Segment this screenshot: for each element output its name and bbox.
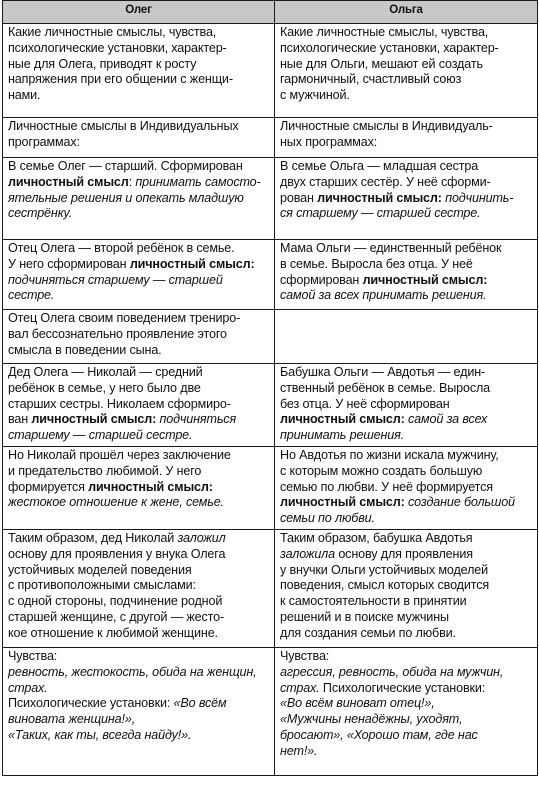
plain-text: Чувства: [280, 648, 330, 663]
text-line [280, 480, 534, 496]
cell-oleg [3, 364, 275, 447]
italic-text: «Во всём виноват отец!», [280, 696, 435, 711]
italic-text: самой за всех [404, 412, 488, 427]
text-line [8, 626, 271, 642]
table-row [3, 240, 538, 310]
text-line [280, 397, 534, 413]
cell-oleg [3, 529, 275, 647]
text-line [8, 175, 271, 191]
text-line [8, 547, 271, 563]
text-line [8, 712, 271, 728]
italic-text: «Во всём [173, 696, 227, 711]
bold-term: личностный смысл: [31, 412, 157, 427]
plain-text: для создания семьи по любви. [280, 625, 456, 640]
text-line [280, 175, 534, 191]
italic-text: старшему — старшей сестре. [8, 428, 193, 443]
text-line [280, 712, 534, 728]
cell-oleg [3, 647, 275, 775]
cell-oleg [3, 118, 275, 158]
italic-text: подчиняться старшему — старшей [8, 272, 223, 287]
text-line [280, 119, 534, 135]
table-row [3, 24, 538, 118]
plain-text: с мужчиной. [280, 88, 350, 103]
table-body [3, 24, 538, 776]
cell-oleg [3, 158, 275, 240]
plain-text: смысла в поведении сына. [8, 342, 162, 357]
plain-text: В семье Ольга — младшая сестра [280, 159, 479, 173]
text-line [280, 159, 534, 175]
italic-text: подчиняться [156, 412, 237, 427]
plain-text: Дед Олега — Николай — средний [8, 365, 203, 379]
plain-text: Какие личностные смыслы, чувства, [8, 25, 217, 39]
text-line [280, 257, 534, 273]
plain-text: программах: [8, 134, 80, 149]
text-line [8, 88, 271, 104]
text-line [8, 288, 271, 304]
text-line [8, 649, 271, 665]
cell-olga [275, 118, 538, 158]
header-oleg: Олег [3, 1, 275, 24]
plain-text: ственный ребёнок в семье. Выросла [280, 380, 491, 395]
plain-text: Какие личностные смыслы, чувства, [280, 25, 489, 39]
plain-text: ван [8, 412, 32, 427]
plain-text: сформирован [280, 272, 363, 287]
plain-text: психологические установки, характер- [280, 40, 499, 55]
text-line [8, 119, 271, 135]
cell-olga [275, 158, 538, 240]
text-line [280, 547, 534, 563]
text-line [280, 665, 534, 681]
text-line [8, 464, 271, 480]
text-line [280, 412, 534, 428]
italic-text: виновата женщина!», [8, 712, 136, 727]
text-line [8, 365, 271, 381]
text-line [280, 428, 534, 444]
table-row [3, 364, 538, 447]
text-line [280, 448, 534, 464]
plain-text: и предательство любимой. У него [8, 463, 202, 478]
text-line [8, 578, 271, 594]
plain-text: с которым можно создать большую [280, 463, 483, 478]
italic-text: подчинить- [441, 190, 514, 205]
cell-olga [275, 24, 538, 118]
plain-text: старшей женщине, с другой — жесто- [8, 609, 225, 624]
text-line [8, 273, 271, 289]
text-line [8, 594, 271, 610]
italic-text: самой за всех принимать решения. [280, 288, 487, 303]
text-line [8, 135, 271, 151]
italic-text: ревность, жестокость, обида на женщин, [8, 664, 257, 679]
italic-text: страх. [280, 680, 320, 695]
bold-term: личностный смысл: [88, 479, 213, 494]
plain-text: Но Авдотья по жизни искала мужчину, [280, 447, 499, 462]
text-line [8, 41, 271, 57]
text-line [280, 531, 534, 547]
plain-text: решений и в поиске мужчины [280, 609, 449, 624]
text-line [8, 343, 271, 359]
plain-text: основу для проявления [334, 546, 473, 561]
table-row [3, 118, 538, 158]
plain-text: нами. [8, 88, 41, 103]
text-line [8, 428, 271, 444]
text-line [280, 649, 534, 665]
cell-olga [275, 647, 538, 775]
text-line [8, 397, 271, 413]
plain-text: Бабушка Ольги — Авдотья — един- [280, 365, 486, 379]
table-row [3, 158, 538, 240]
plain-text: Но Николай прошёл через заключение [8, 447, 231, 462]
text-line [8, 412, 271, 428]
text-line [280, 744, 534, 760]
text-line [280, 135, 534, 151]
text-line [280, 88, 534, 104]
italic-text: нет!». [280, 743, 318, 758]
cell-oleg [3, 240, 275, 310]
text-line [280, 696, 534, 712]
plain-text: ные для Олега, приводят к росту [8, 56, 197, 71]
text-line [8, 311, 271, 327]
text-line [8, 531, 271, 547]
bold-term: личностный смысл [8, 174, 129, 189]
italic-text: заложил [177, 530, 226, 545]
italic-text: «Мужчины ненадёжны, уходят, [280, 712, 463, 727]
italic-text: жестокое отношение к жене, семье. [8, 495, 224, 510]
table-row [3, 446, 538, 529]
text-line [280, 365, 534, 381]
text-line [280, 25, 534, 41]
text-line [8, 665, 271, 681]
text-line [8, 327, 271, 343]
plain-text: поведения, смысл которых сводится [280, 578, 490, 593]
text-line [8, 696, 271, 712]
italic-text: заложила [280, 546, 335, 561]
italic-text: создание большой [404, 495, 515, 510]
bold-term: личностный смысл: [317, 190, 442, 205]
text-line [8, 72, 271, 88]
cell-oleg [3, 310, 275, 364]
text-line [280, 728, 534, 744]
text-line [280, 273, 534, 289]
text-line [280, 594, 534, 610]
text-line [280, 563, 534, 579]
italic-text: сестрёнку. [8, 206, 73, 221]
plain-text: гармоничный, счастливый союз [280, 72, 462, 87]
text-line [8, 563, 271, 579]
plain-text: с одной стороны, подчинение родной [8, 594, 223, 609]
plain-text: устойчивых моделей поведения [8, 562, 192, 577]
cell-olga [275, 529, 538, 647]
plain-text: Психологические установки: [319, 680, 486, 695]
plain-text: Личностные смыслы в Индивидуальных [8, 119, 239, 133]
text-line [280, 381, 534, 397]
plain-text: Отец Олега — второй ребёнок в семье. [8, 241, 235, 255]
text-line [280, 41, 534, 57]
italic-text: принимать самосто- [135, 174, 261, 189]
table-row [3, 529, 538, 647]
text-line [8, 241, 271, 257]
plain-text: Таким образом, дед Николай [8, 530, 178, 545]
table-row [3, 647, 538, 775]
italic-text: ятельные решения и опекать младшую [8, 190, 244, 205]
text-line [280, 610, 534, 626]
text-line [8, 381, 271, 397]
plain-text: Личностные смыслы в Индивидуаль- [280, 119, 493, 133]
text-line [280, 495, 534, 511]
italic-text: бросают», «Хорошо там, где нас [280, 727, 478, 742]
text-line [280, 241, 534, 257]
plain-text: : [128, 174, 136, 189]
text-line [280, 288, 534, 304]
cell-oleg [3, 24, 275, 118]
bold-term: личностный смысл: [362, 272, 488, 287]
plain-text: вал бессознательно проявление этого [8, 326, 227, 341]
text-line [280, 511, 534, 527]
text-line [8, 480, 271, 496]
text-line [8, 25, 271, 41]
cell-oleg [3, 446, 275, 529]
text-line [8, 495, 271, 511]
text-line [8, 159, 271, 175]
text-line [8, 191, 271, 207]
italic-text: сестре. [8, 288, 55, 303]
plain-text: В семье Олег — старший. Сформирован [8, 159, 243, 173]
plain-text: психологические установки, характер- [8, 40, 227, 55]
plain-text: Таким образом, бабушка Авдотья [280, 530, 473, 545]
cell-olga [275, 446, 538, 529]
cell-olga [275, 364, 538, 447]
header-row [3, 1, 538, 24]
plain-text: Мама Ольги — единственный ребёнок [280, 241, 502, 255]
text-line [280, 681, 534, 697]
text-line [280, 191, 534, 207]
text-line [8, 257, 271, 273]
text-line [280, 464, 534, 480]
plain-text: без отца. У неё сформирован [280, 396, 450, 411]
italic-text: страх. [8, 680, 48, 695]
plain-text: в семье. Выросла без отца. У неё [280, 256, 473, 271]
plain-text: двух старших сестёр. У неё сформи- [280, 174, 491, 189]
plain-text: с противоположными смыслами: [8, 578, 196, 593]
plain-text: семью по любви. У неё формируется [280, 479, 493, 494]
header-olga: Ольга [275, 1, 538, 24]
plain-text: рован [280, 190, 318, 205]
text-line [280, 578, 534, 594]
text-line [8, 206, 271, 222]
plain-text: Психологические установки: [8, 696, 174, 711]
plain-text: у внучки Ольги устойчивых моделей [280, 562, 489, 577]
plain-text: напряжения при его общении с женщи- [8, 72, 233, 87]
text-line [8, 448, 271, 464]
text-line [8, 681, 271, 697]
text-line [280, 626, 534, 642]
plain-text: ребёнок в семье, у него было две [8, 380, 201, 395]
plain-text: У него сформирован [8, 256, 130, 271]
plain-text: формируется [8, 479, 89, 494]
plain-text: ных программах: [280, 134, 378, 149]
plain-text: основу для проявления у внука Олега [8, 546, 226, 561]
text-line [8, 610, 271, 626]
plain-text: Чувства: [8, 648, 58, 663]
plain-text: кое отношение к любимой женщине. [8, 625, 218, 640]
bold-term: личностный смысл: [280, 412, 405, 427]
plain-text: старших сестры. Николаем сформиро- [8, 396, 231, 411]
italic-text: агрессия, ревность, обида на мужчин, [280, 664, 504, 679]
cell-olga [275, 240, 538, 310]
cell-olga [275, 310, 538, 364]
bold-term: личностный смысл: [129, 256, 255, 271]
text-line [280, 206, 534, 222]
italic-text: принимать решения. [280, 428, 405, 443]
text-line [280, 72, 534, 88]
bold-term: личностный смысл: [280, 495, 405, 510]
table-row [3, 310, 538, 364]
italic-text: «Таких, как ты, всегда найду!». [8, 727, 192, 742]
text-line [280, 57, 534, 73]
plain-text: Отец Олега своим поведением трениро- [8, 311, 241, 325]
text-line [8, 57, 271, 73]
comparison-table [2, 0, 538, 776]
plain-text: к самостоятельности в принятии [280, 594, 467, 609]
plain-text: ные для Ольги, мешают ей создать [280, 56, 483, 71]
italic-text: ся старшему — старшей сестре. [280, 206, 481, 221]
text-line [8, 728, 271, 744]
italic-text: семьи по любви. [280, 511, 375, 526]
